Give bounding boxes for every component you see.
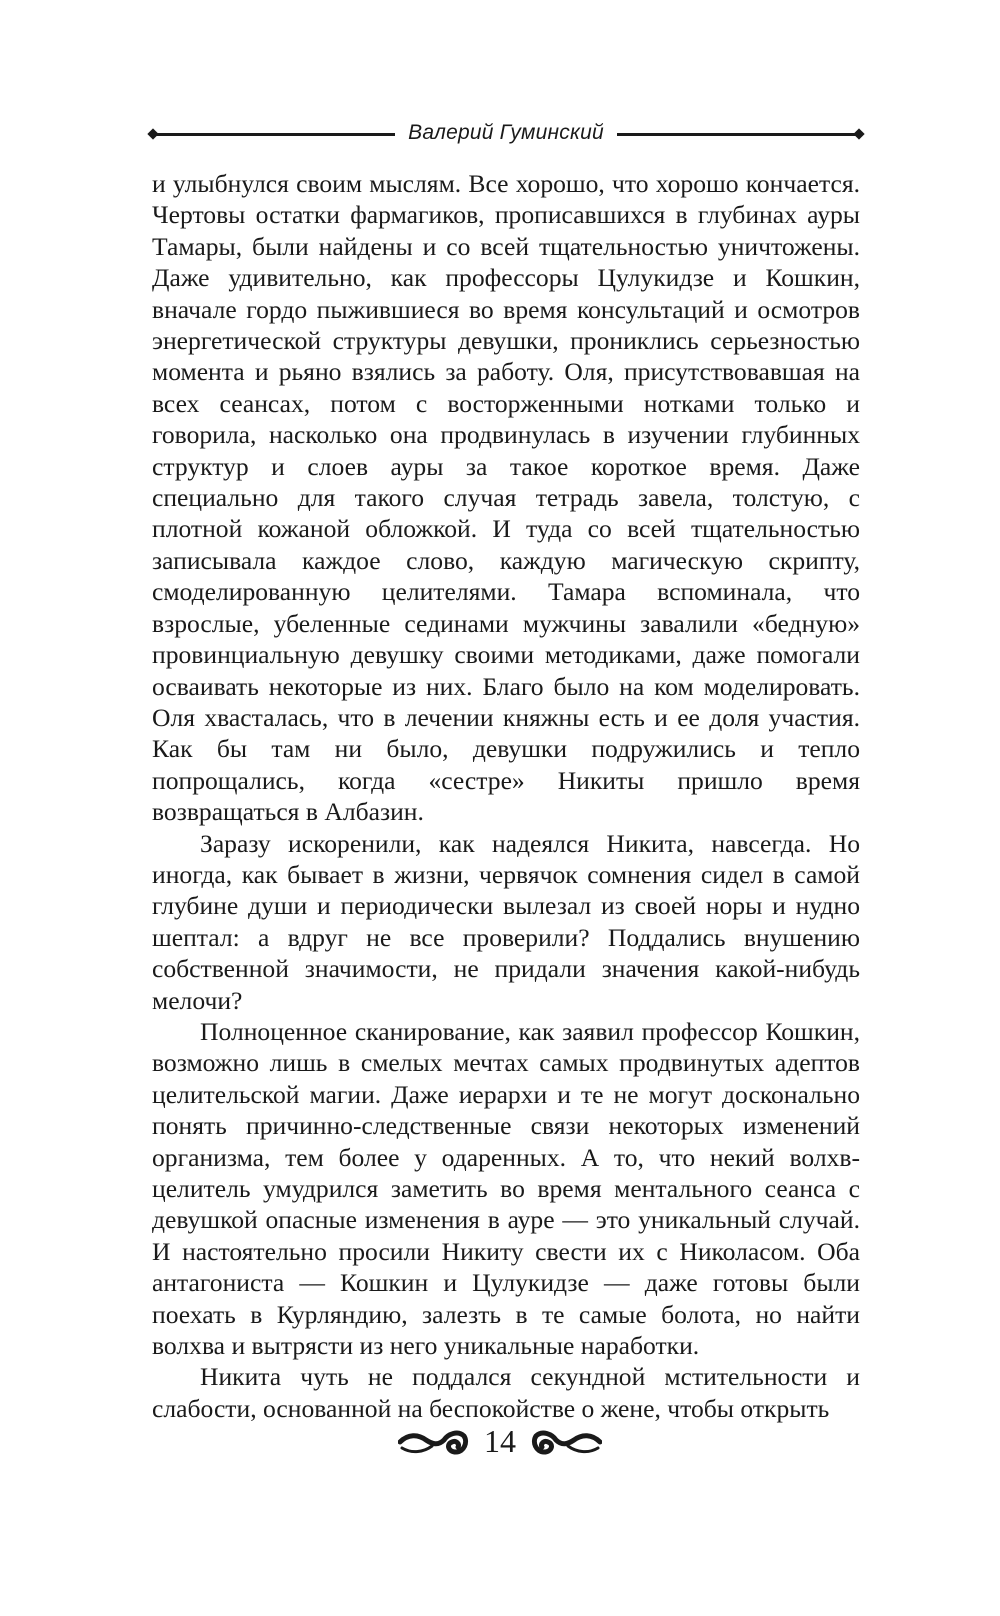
page-footer xyxy=(398,1418,602,1464)
running-header xyxy=(152,118,860,148)
page-number: 14 xyxy=(484,1423,516,1459)
paragraph: Заразу искоренили, как надеялся Никита, навсегда. Но иногда, как бывает в жизни, червячок сомнения сидел в самой глубине души и периодически вылезал из своей норы и нудно шептал: а вдруг не все проверили? Поддались внушению собственной значимости, не придали значения какой-нибудь мелочи? xyxy=(152,828,860,1015)
paragraph: Полноценное сканирование, как заявил профессор Кошкин, возможно лишь в смелых мечтах самых продвинутых адептов целительской магии. Даже иерархи и те не могут досконально понять причинно-следственные связи некоторых изменений организма, тем более у одаренных. А то, что некий волхв-целитель умудрился заметить во время ментального сеанса с девушкой опасные изменения в ауре — это уникальный случай. И настоятельно просили Никиту свести их с Николасом. Оба антагониста — Кошкин и Цулукидзе — даже готовы были поехать в Курляндию, залезть в те самые болота, но найти волхва и вытрясти из него уникальные наработки. xyxy=(152,1016,860,1361)
body-text xyxy=(152,168,860,1424)
header-rule-right xyxy=(617,133,860,136)
paragraph: Никита чуть не поддался секундной мстительности и слабости, основанной на беспокойстве о жене, чтобы открыть xyxy=(152,1362,860,1423)
running-title: Валерий Гуминский xyxy=(408,121,604,144)
paragraph-continued: и улыбнулся своим мыслям. Все хорошо, что хорошо кончается. Чертовы остатки фармагиков, прописавшихся в глубинах ауры Тамары, были найдены и со всей тщательностью уничтожены. Даже удивительно, как профессоры Цулукидзе и Кошкин, вначале гордо пыжившиеся во время консультаций и осмотров энергетической структуры девушки, прониклись серьезностью момента и рьяно взялись за работу. Оля, присутствовавшая на всех сеансах, потом с восторженными нотками только и говорила, насколько она продвинулась в изучении глубинных структур и слоев ауры за такое короткое время. Даже специально для такого случая тетрадь завела, толстую, с плотной кожаной обложкой. И туда со всей тщательностью записывала каждое слово, каждую магическую скрипту, смоделированную целителями. Тамара вспоминала, что взрослые, убеленные сединами мужчины завалили «бедную» провинциальную девушку своими методиками, даже помогали осваивать некоторые из них. Благо было на ком моделировать. Оля хвасталась, что в лечении княжны есть и ее доля участия. Как бы там ни было, девушки подружились и тепло попрощались, когда «сестре» Никиты пришло время возвращаться в Албазин. xyxy=(152,169,860,827)
scroll-ornament-right-icon xyxy=(530,1422,602,1460)
